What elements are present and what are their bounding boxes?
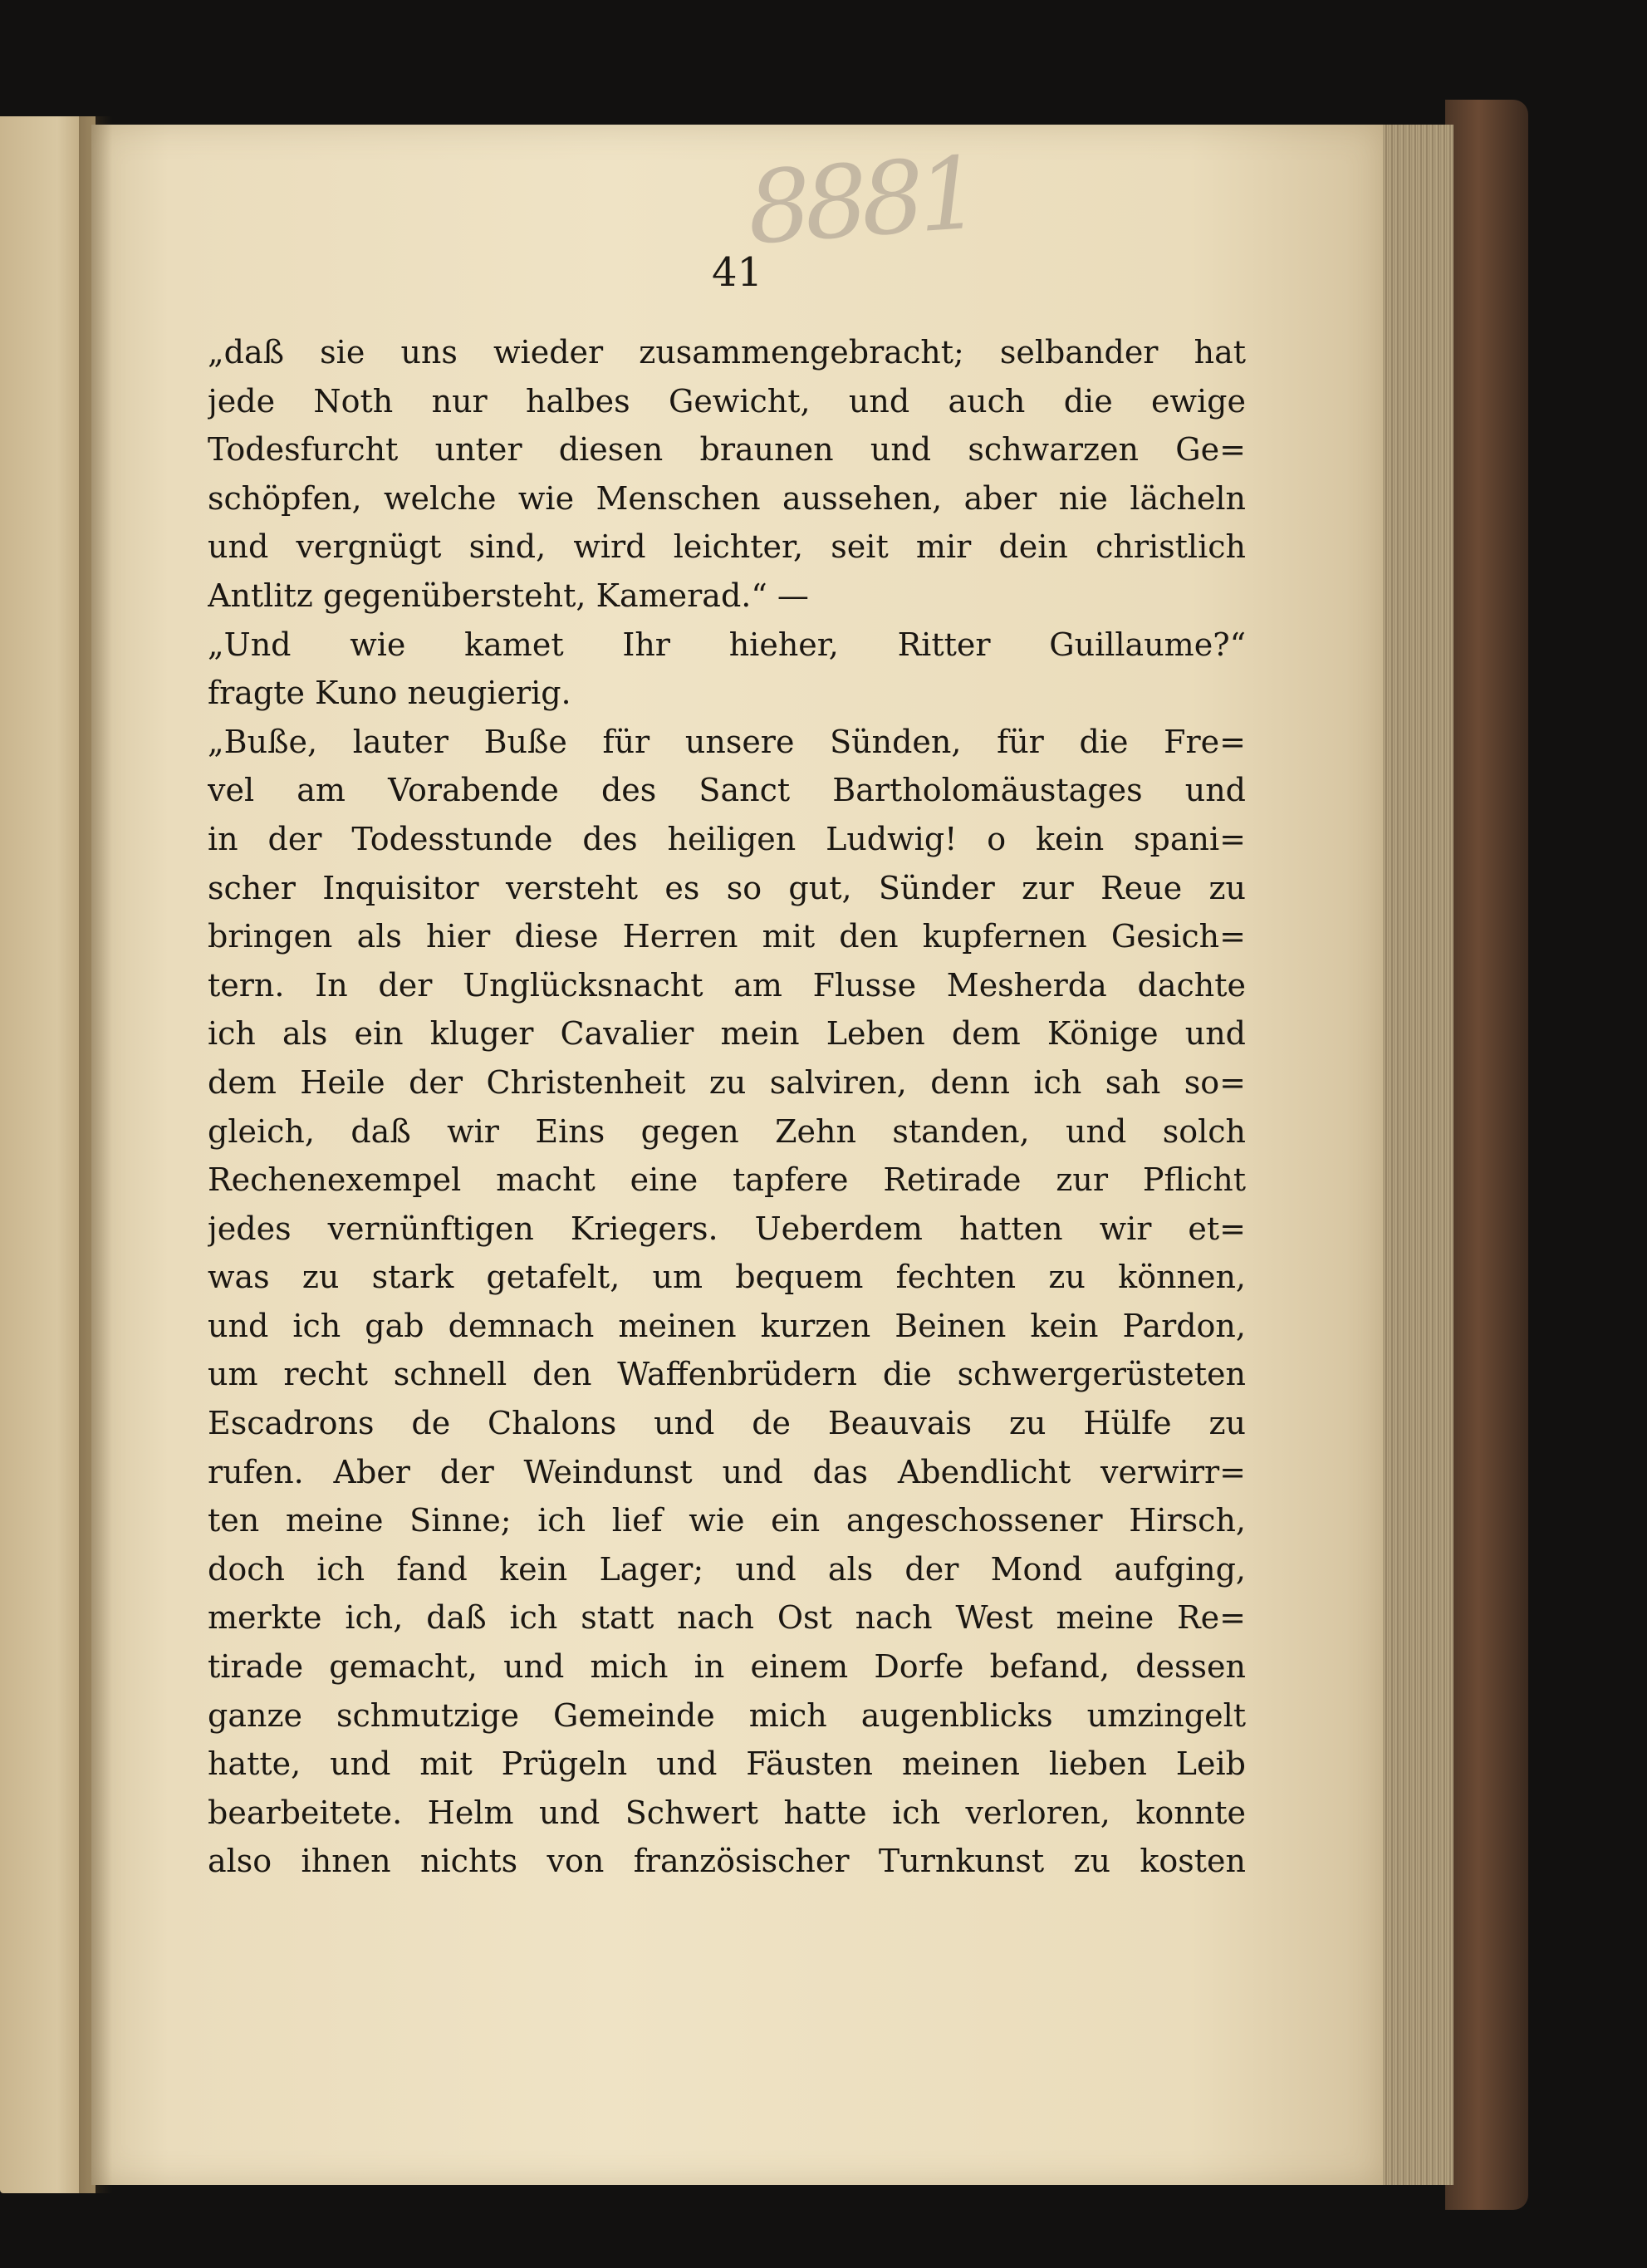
text-line: doch ich fand kein Lager; und als der Mond aufging, (208, 1550, 1246, 1588)
page-number: 41 (711, 249, 763, 296)
text-line: ich als ein kluger Cavalier mein Leben dem Könige und (208, 1015, 1246, 1053)
text-line: bringen als hier diese Herren mit den kupfernen Gesich= (208, 918, 1246, 955)
text-line: dem Heile der Christenheit zu salviren, denn ich sah so= (208, 1063, 1246, 1101)
text-line: in der Todesstunde des heiligen Ludwig! o kein spani= (208, 820, 1246, 857)
text-line: „Und wie kamet Ihr hieher, Ritter Guillaume?“ (208, 626, 1246, 663)
text-line: scher Inquisitor versteht es so gut, Sünder zur Reue zu (208, 869, 1246, 906)
text-line: um recht schnell den Waffenbrüdern die schwergerüsteten (208, 1356, 1246, 1393)
book-page (91, 125, 1383, 2185)
page-edges (1370, 125, 1453, 2185)
text-line: was zu stark getafelt, um bequem fechten zu können, (208, 1259, 1246, 1296)
text-line: jede Noth nur halbes Gewicht, und auch die ewige (208, 382, 1246, 420)
text-line: tirade gemacht, und mich in einem Dorfe befand, dessen (208, 1648, 1246, 1686)
text-line: vel am Vorabende des Sanct Bartholomäustages und (208, 772, 1246, 809)
text-line: und ich gab demnach meinen kurzen Beinen kein Pardon, (208, 1307, 1246, 1344)
book-cover-edge (1445, 100, 1528, 2210)
text-line: rufen. Aber der Weindunst und das Abendlicht verwirr= (208, 1453, 1246, 1490)
text-line: gleich, daß wir Eins gegen Zehn standen, und solch (208, 1112, 1246, 1150)
text-line: merkte ich, daß ich statt nach Ost nach West meine Re= (208, 1599, 1246, 1637)
text-line: ganze schmutzige Gemeinde mich augenblicks umzingelt (208, 1696, 1246, 1734)
text-line: also ihnen nichts von französischer Turnkunst zu kosten (208, 1843, 1246, 1880)
text-line: hatte, und mit Prügeln und Fäusten meinen lieben Leib (208, 1745, 1246, 1783)
text-line: „daß sie uns wieder zusammengebracht; selbander hat (208, 334, 1246, 371)
text-line: „Buße, lauter Buße für unsere Sünden, für die Fre= (208, 723, 1246, 760)
text-line: fragte Kuno neugierig. (208, 675, 571, 712)
text-line: tern. In der Unglücksnacht am Flusse Mesherda dachte (208, 966, 1246, 1004)
body-text (208, 328, 1246, 1886)
text-line: jedes vernünftigen Kriegers. Ueberdem hatten wir et= (208, 1210, 1246, 1247)
text-line: schöpfen, welche wie Menschen aussehen, aber nie lächeln (208, 479, 1246, 517)
text-line: Escadrons de Chalons und de Beauvais zu Hülfe zu (208, 1405, 1246, 1442)
text-line: ten meine Sinne; ich lief wie ein angeschossener Hirsch, (208, 1502, 1246, 1539)
text-line: Rechenexempel macht eine tapfere Retirade zur Pflicht (208, 1161, 1246, 1199)
text-line: bearbeitete. Helm und Schwert hatte ich verloren, konnte (208, 1794, 1246, 1831)
text-line: Todesfurcht unter diesen braunen und schwarzen Ge= (208, 431, 1246, 469)
text-line: Antlitz gegenübersteht, Kamerad.“ — (208, 577, 809, 614)
text-line: und vergnügt sind, wird leichter, seit mir dein christlich (208, 528, 1246, 566)
pencil-margin-mark: 8881 (743, 135, 979, 268)
gutter-shadow (79, 116, 112, 2193)
